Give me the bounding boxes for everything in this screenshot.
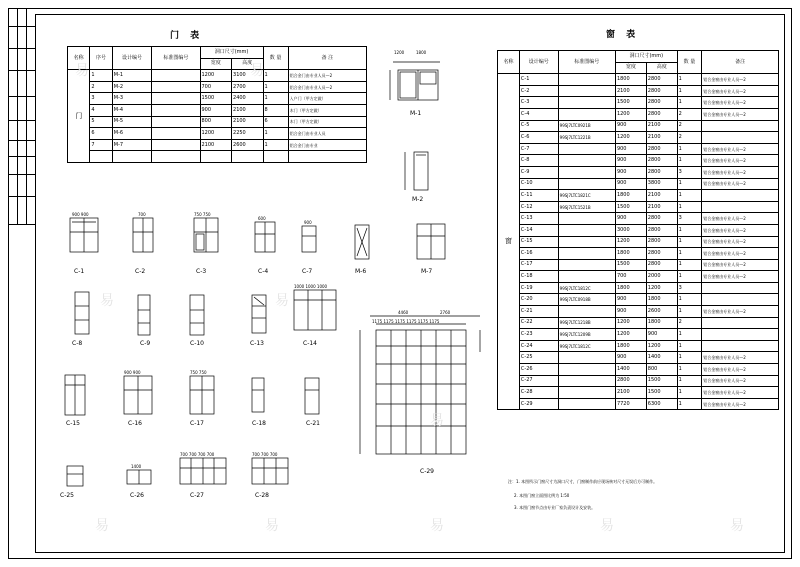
dim-text: 600 bbox=[258, 216, 266, 221]
elevation-label: C-8 bbox=[72, 340, 83, 347]
col-height: 高度 bbox=[646, 62, 677, 74]
window-c8-elevation bbox=[75, 292, 89, 334]
window-cell-code: C-28 bbox=[519, 387, 558, 399]
window-cell-remark: 铝合金窗由专业人员—2 bbox=[702, 97, 779, 109]
window-cell-code: C-27 bbox=[519, 375, 558, 387]
window-cell-remark: 铝合金窗由专业人员—2 bbox=[702, 306, 779, 318]
watermark: 易 bbox=[250, 63, 264, 79]
window-cell-h: 6300 bbox=[646, 398, 677, 410]
elevation-label: C-18 bbox=[252, 420, 266, 427]
window-c3-elevation bbox=[194, 218, 218, 252]
window-cell-w: 1800 bbox=[615, 340, 646, 352]
window-cell-h: 1200 bbox=[646, 282, 677, 294]
window-cell-w: 2100 bbox=[615, 387, 646, 399]
window-cell-std: 99SJ7LTC1218B bbox=[558, 317, 615, 329]
window-cell-h: 2000 bbox=[646, 271, 677, 283]
col-width: 宽度 bbox=[200, 58, 232, 70]
window-cell-h: 2600 bbox=[646, 306, 677, 318]
window-cell-qty: 2 bbox=[677, 317, 702, 329]
window-category: 窗 bbox=[498, 74, 520, 410]
door-cell-w: 2100 bbox=[200, 139, 232, 151]
col-qty: 数 量 bbox=[263, 47, 288, 70]
window-table-title: 窗 表 bbox=[606, 30, 640, 40]
window-cell-qty: 1 bbox=[677, 85, 702, 97]
window-cell-qty: 1 bbox=[677, 294, 702, 306]
note-2: 2. 本图门窗立面图比例为 1:50 bbox=[514, 493, 570, 498]
note-1: 注：1. 本图所示门窗尺寸为洞口尺寸，门窗制作前应现场核对尺寸无误后方可制作。 bbox=[508, 479, 658, 484]
elevation-label: C-14 bbox=[303, 340, 317, 347]
watermark: 易 bbox=[275, 293, 289, 309]
dim-text: 4460 bbox=[398, 310, 409, 315]
dim-text: 700 700 700 700 bbox=[180, 452, 215, 457]
window-cell-qty: 1 bbox=[677, 155, 702, 167]
door-cell-w: 1500 bbox=[200, 93, 232, 105]
window-c28-elevation bbox=[252, 458, 288, 484]
door-cell-w: 700 bbox=[200, 81, 232, 93]
window-cell-h: 2100 bbox=[646, 190, 677, 202]
window-cell-code: C-24 bbox=[519, 340, 558, 352]
window-c21-elevation bbox=[305, 378, 319, 414]
elevation-label: C-17 bbox=[190, 420, 204, 427]
window-cell-h: 800 bbox=[646, 364, 677, 376]
window-m7-elevation bbox=[417, 224, 445, 259]
door-cell-h: 2400 bbox=[232, 93, 264, 105]
window-cell-qty: 1 bbox=[677, 364, 702, 376]
door-cell-remark: 铝合金门由专业人员 bbox=[288, 128, 366, 140]
col-width: 宽度 bbox=[615, 62, 646, 74]
col-size: 洞口尺寸(mm) bbox=[200, 47, 263, 59]
window-cell-remark: 铝合金窗由专业人员—2 bbox=[702, 387, 779, 399]
window-cell-code: C-15 bbox=[519, 236, 558, 248]
door-cell-seq: 7 bbox=[90, 139, 112, 151]
door-cell-remark: 入户门（甲方定做） bbox=[288, 93, 366, 105]
window-cell-w: 1800 bbox=[615, 248, 646, 260]
elevation-label: C-21 bbox=[306, 420, 320, 427]
window-cell-remark: 铝合金窗由专业人员—2 bbox=[702, 166, 779, 178]
window-cell-h: 1400 bbox=[646, 352, 677, 364]
window-cell-code: C-18 bbox=[519, 271, 558, 283]
window-cell-code: C-7 bbox=[519, 143, 558, 155]
dim-text: 750 750 bbox=[194, 212, 211, 217]
dim-text: 900 bbox=[304, 220, 312, 225]
window-cell-remark: 铝合金窗由专业人员—2 bbox=[702, 74, 779, 86]
window-cell-remark: 铝合金窗由专业人员—2 bbox=[702, 143, 779, 155]
window-cell-w: 1200 bbox=[615, 329, 646, 341]
door-cell-w: 800 bbox=[200, 116, 232, 128]
window-cell-qty: 1 bbox=[677, 97, 702, 109]
window-cell-code: C-12 bbox=[519, 201, 558, 213]
door-m1-elevation bbox=[390, 62, 440, 100]
window-c26-elevation bbox=[127, 470, 151, 484]
window-cell-std: 99SJ7LTC1821C bbox=[558, 190, 615, 202]
window-cell-remark: 铝合金窗由专业人员—2 bbox=[702, 85, 779, 97]
col-category: 名称 bbox=[498, 51, 520, 74]
window-cell-qty: 1 bbox=[677, 178, 702, 190]
window-cell-h: 2800 bbox=[646, 213, 677, 225]
window-c15-elevation bbox=[65, 375, 85, 415]
window-cell-std: 99SJ7LTC1812C bbox=[558, 282, 615, 294]
watermark: 易 bbox=[75, 63, 89, 79]
window-cell-remark: 铝合金窗由专业人员—2 bbox=[702, 248, 779, 260]
window-cell-qty: 1 bbox=[677, 306, 702, 318]
window-cell-w: 1800 bbox=[615, 190, 646, 202]
watermark: 易 bbox=[600, 518, 614, 534]
elevation-label: C-10 bbox=[190, 340, 204, 347]
window-cell-std: 99SJ7LTC1521B bbox=[558, 201, 615, 213]
window-c9-elevation bbox=[138, 295, 150, 335]
door-cell-code: M-1 bbox=[112, 70, 152, 82]
window-cell-h: 2800 bbox=[646, 259, 677, 271]
window-cell-w: 7720 bbox=[615, 398, 646, 410]
window-cell-w: 1400 bbox=[615, 364, 646, 376]
window-cell-qty: 1 bbox=[677, 236, 702, 248]
window-cell-code: C-1 bbox=[519, 74, 558, 86]
window-cell-code: C-29 bbox=[519, 398, 558, 410]
watermark: 易 bbox=[95, 518, 109, 534]
window-cell-code: C-17 bbox=[519, 259, 558, 271]
door-cell-code: M-7 bbox=[112, 139, 152, 151]
window-cell-remark: 铝合金窗由专业人员—2 bbox=[702, 155, 779, 167]
dim-text: 1800 bbox=[416, 50, 427, 55]
door-cell-remark: 铝合金门由专业 bbox=[288, 139, 366, 151]
window-cell-std: 99SJ7LTC0921B bbox=[558, 120, 615, 132]
window-cell-qty: 1 bbox=[677, 201, 702, 213]
window-cell-w: 1200 bbox=[615, 317, 646, 329]
dim-text: 900 900 bbox=[124, 370, 141, 375]
door-cell-remark: 铝合金门由专业人员—2 bbox=[288, 70, 366, 82]
door-cell-code: M-2 bbox=[112, 81, 152, 93]
window-cell-h: 2800 bbox=[646, 85, 677, 97]
door-cell-seq: 3 bbox=[90, 93, 112, 105]
window-cell-std: 99SJ7LTC1812C bbox=[558, 340, 615, 352]
elevation-label: C-2 bbox=[135, 268, 146, 275]
window-cell-w: 900 bbox=[615, 213, 646, 225]
watermark: 易 bbox=[265, 518, 279, 534]
window-cell-w: 700 bbox=[615, 271, 646, 283]
dim-text: 2760 bbox=[440, 310, 451, 315]
door-cell-qty: 8 bbox=[263, 104, 288, 116]
door-cell-h: 2100 bbox=[232, 116, 264, 128]
col-category: 名称 bbox=[68, 47, 90, 70]
window-cell-qty: 1 bbox=[677, 329, 702, 341]
window-c27-elevation bbox=[180, 458, 226, 484]
door-cell-qty: 1 bbox=[263, 139, 288, 151]
window-cell-qty: 1 bbox=[677, 375, 702, 387]
col-std-no: 标准图编号 bbox=[558, 51, 615, 74]
window-c18-elevation bbox=[252, 378, 264, 412]
door-cell-h: 3100 bbox=[232, 70, 264, 82]
col-std-no: 标准图编号 bbox=[152, 47, 200, 70]
window-c1-elevation bbox=[70, 218, 98, 252]
door-cell-h: 2250 bbox=[232, 128, 264, 140]
window-cell-w: 900 bbox=[615, 178, 646, 190]
door-cell-qty: 1 bbox=[263, 70, 288, 82]
window-cell-qty: 1 bbox=[677, 398, 702, 410]
window-cell-w: 2800 bbox=[615, 375, 646, 387]
door-table-title: 门 表 bbox=[170, 31, 204, 41]
window-cell-remark: 铝合金窗由专业人员—2 bbox=[702, 236, 779, 248]
window-cell-h: 2800 bbox=[646, 143, 677, 155]
window-cell-h: 2100 bbox=[646, 120, 677, 132]
window-cell-w: 900 bbox=[615, 155, 646, 167]
window-cell-h: 1800 bbox=[646, 294, 677, 306]
window-cell-w: 1800 bbox=[615, 74, 646, 86]
window-cell-code: C-6 bbox=[519, 132, 558, 144]
window-cell-w: 900 bbox=[615, 143, 646, 155]
elevation-label: C-1 bbox=[74, 268, 85, 275]
elevation-label: C-9 bbox=[140, 340, 151, 347]
watermark: 易 bbox=[100, 293, 114, 309]
door-cell-seq: 4 bbox=[90, 104, 112, 116]
window-cell-code: C-8 bbox=[519, 155, 558, 167]
window-c16-elevation bbox=[124, 376, 152, 414]
watermark: 易 bbox=[430, 413, 444, 429]
door-cell-h: 2700 bbox=[232, 81, 264, 93]
dim-text: 1000 1000 1000 bbox=[294, 284, 328, 289]
door-cell-seq: 1 bbox=[90, 70, 112, 82]
window-cell-code: C-25 bbox=[519, 352, 558, 364]
col-design-no: 设计编号 bbox=[519, 51, 558, 74]
window-cell-std: 99SJ7LTC1209B bbox=[558, 329, 615, 341]
elevation-label: C-26 bbox=[130, 492, 144, 499]
window-cell-w: 1200 bbox=[615, 132, 646, 144]
dim-text: 1400 bbox=[131, 464, 142, 469]
window-cell-qty: 3 bbox=[677, 282, 702, 294]
col-seq: 序号 bbox=[90, 47, 112, 70]
window-c14-elevation bbox=[294, 290, 336, 330]
window-m6-elevation bbox=[355, 225, 369, 259]
elevation-label: M-1 bbox=[410, 110, 422, 117]
door-cell-h: 2600 bbox=[232, 139, 264, 151]
window-c29-elevation bbox=[360, 316, 480, 454]
window-cell-w: 2100 bbox=[615, 85, 646, 97]
elevation-label: M-6 bbox=[355, 268, 367, 275]
door-cell-w: 900 bbox=[200, 104, 232, 116]
watermark: 易 bbox=[430, 518, 444, 534]
window-c10-elevation bbox=[190, 295, 204, 335]
window-cell-code: C-2 bbox=[519, 85, 558, 97]
dim-text: 900 900 bbox=[72, 212, 89, 217]
elevation-label: C-15 bbox=[66, 420, 80, 427]
watermark: 易 bbox=[730, 518, 744, 534]
window-cell-w: 1200 bbox=[615, 108, 646, 120]
window-cell-code: C-11 bbox=[519, 190, 558, 202]
dim-text: 1175 1175 1175 1175 1175 1175 bbox=[372, 319, 440, 324]
window-cell-h: 3800 bbox=[646, 178, 677, 190]
col-remark: 备 注 bbox=[288, 47, 366, 70]
elevation-label: C-29 bbox=[420, 468, 434, 475]
door-cell-code: M-3 bbox=[112, 93, 152, 105]
door-cell-remark: 木门（甲方定做） bbox=[288, 104, 366, 116]
window-cell-qty: 2 bbox=[677, 108, 702, 120]
elevation-label: C-3 bbox=[196, 268, 207, 275]
window-cell-remark: 铝合金窗由专业人员—2 bbox=[702, 398, 779, 410]
window-cell-qty: 1 bbox=[677, 340, 702, 352]
window-cell-code: C-19 bbox=[519, 282, 558, 294]
window-cell-remark: 铝合金窗由专业人员—2 bbox=[702, 259, 779, 271]
window-cell-h: 2800 bbox=[646, 97, 677, 109]
window-cell-code: C-3 bbox=[519, 97, 558, 109]
elevation-label: C-13 bbox=[250, 340, 264, 347]
window-cell-h: 1500 bbox=[646, 375, 677, 387]
window-cell-w: 900 bbox=[615, 120, 646, 132]
window-cell-code: C-5 bbox=[519, 120, 558, 132]
window-cell-code: C-26 bbox=[519, 364, 558, 376]
window-c13-elevation bbox=[252, 295, 266, 333]
window-cell-w: 3000 bbox=[615, 224, 646, 236]
window-cell-h: 2800 bbox=[646, 155, 677, 167]
window-cell-w: 1500 bbox=[615, 97, 646, 109]
window-c7-elevation bbox=[302, 226, 316, 252]
window-cell-w: 900 bbox=[615, 294, 646, 306]
door-cell-qty: 1 bbox=[263, 128, 288, 140]
window-cell-remark: 铝合金窗由专业人员—2 bbox=[702, 178, 779, 190]
window-cell-code: C-10 bbox=[519, 178, 558, 190]
window-cell-h: 1200 bbox=[646, 340, 677, 352]
window-cell-remark: 铝合金窗由专业人员—2 bbox=[702, 224, 779, 236]
window-cell-qty: 1 bbox=[677, 74, 702, 86]
window-cell-qty: 1 bbox=[677, 387, 702, 399]
window-cell-w: 1500 bbox=[615, 201, 646, 213]
window-cell-remark: 铝合金窗由专业人员—2 bbox=[702, 364, 779, 376]
window-cell-qty: 2 bbox=[677, 132, 702, 144]
window-cell-code: C-21 bbox=[519, 306, 558, 318]
window-cell-code: C-23 bbox=[519, 329, 558, 341]
window-cell-w: 900 bbox=[615, 352, 646, 364]
window-cell-h: 1800 bbox=[646, 317, 677, 329]
door-cell-remark: 铝合金门由专业人员—2 bbox=[288, 81, 366, 93]
window-cell-h: 2100 bbox=[646, 201, 677, 213]
window-cell-code: C-13 bbox=[519, 213, 558, 225]
window-cell-w: 1800 bbox=[615, 282, 646, 294]
dim-text: 1200 bbox=[394, 50, 405, 55]
window-cell-code: C-9 bbox=[519, 166, 558, 178]
elevation-label: C-25 bbox=[60, 492, 74, 499]
window-cell-qty: 1 bbox=[677, 224, 702, 236]
col-design-no: 设计编号 bbox=[112, 47, 152, 70]
elevation-label: C-7 bbox=[302, 268, 313, 275]
door-cell-w: 1200 bbox=[200, 128, 232, 140]
window-cell-h: 2800 bbox=[646, 74, 677, 86]
door-m2-elevation bbox=[405, 152, 428, 190]
door-cell-code: M-6 bbox=[112, 128, 152, 140]
window-cell-h: 2800 bbox=[646, 224, 677, 236]
door-cell-qty: 1 bbox=[263, 81, 288, 93]
door-cell-seq: 2 bbox=[90, 81, 112, 93]
window-cell-remark: 铝合金窗由专业人员—2 bbox=[702, 213, 779, 225]
elevation-label: M-2 bbox=[412, 196, 424, 203]
window-cell-remark: 铝合金窗由专业人员—2 bbox=[702, 271, 779, 283]
door-cell-qty: 1 bbox=[263, 93, 288, 105]
window-cell-code: C-20 bbox=[519, 294, 558, 306]
door-cell-code: M-5 bbox=[112, 116, 152, 128]
col-height: 高度 bbox=[232, 58, 264, 70]
window-cell-remark: 铝合金窗由专业人员—2 bbox=[702, 108, 779, 120]
window-cell-remark: 铝合金窗由专业人员—2 bbox=[702, 352, 779, 364]
note-3: 3. 本图门窗节点由专业厂家负责设计及安装。 bbox=[514, 505, 596, 510]
window-cell-h: 2800 bbox=[646, 108, 677, 120]
window-cell-qty: 1 bbox=[677, 248, 702, 260]
window-cell-qty: 1 bbox=[677, 259, 702, 271]
col-remark: 备注 bbox=[702, 51, 779, 74]
elevation-label: C-27 bbox=[190, 492, 204, 499]
window-cell-code: C-4 bbox=[519, 108, 558, 120]
window-cell-qty: 1 bbox=[677, 271, 702, 283]
window-cell-h: 1500 bbox=[646, 387, 677, 399]
window-cell-code: C-14 bbox=[519, 224, 558, 236]
window-cell-qty: 1 bbox=[677, 143, 702, 155]
door-cell-seq: 6 bbox=[90, 128, 112, 140]
col-size: 洞口尺寸(mm) bbox=[615, 51, 677, 63]
door-cell-qty: 6 bbox=[263, 116, 288, 128]
window-cell-qty: 3 bbox=[677, 166, 702, 178]
window-cell-h: 2800 bbox=[646, 236, 677, 248]
door-cell-seq: 5 bbox=[90, 116, 112, 128]
dim-text: 700 bbox=[138, 212, 146, 217]
window-cell-h: 2100 bbox=[646, 132, 677, 144]
door-cell-remark: 木门（甲方定做） bbox=[288, 116, 366, 128]
window-cell-qty: 2 bbox=[677, 120, 702, 132]
window-cell-code: C-22 bbox=[519, 317, 558, 329]
window-cell-qty: 3 bbox=[677, 213, 702, 225]
elevation-label: M-7 bbox=[421, 268, 433, 275]
window-cell-remark: 铝合金窗由专业人员—2 bbox=[702, 375, 779, 387]
col-qty: 数 量 bbox=[677, 51, 702, 74]
dim-text: 750 750 bbox=[190, 370, 207, 375]
window-cell-qty: 1 bbox=[677, 352, 702, 364]
door-category: 门 bbox=[68, 70, 90, 163]
window-c4-elevation bbox=[255, 222, 275, 252]
window-cell-std: 99SJ7LTC1221B bbox=[558, 132, 615, 144]
window-cell-w: 1500 bbox=[615, 259, 646, 271]
window-cell-h: 2800 bbox=[646, 248, 677, 260]
window-cell-h: 900 bbox=[646, 329, 677, 341]
window-cell-w: 1200 bbox=[615, 236, 646, 248]
window-cell-qty: 1 bbox=[677, 190, 702, 202]
window-cell-w: 900 bbox=[615, 166, 646, 178]
window-cell-code: C-16 bbox=[519, 248, 558, 260]
elevation-label: C-4 bbox=[258, 268, 269, 275]
door-cell-h: 2100 bbox=[232, 104, 264, 116]
dim-text: 700 700 700 bbox=[252, 452, 278, 457]
window-c2-elevation bbox=[133, 218, 153, 252]
window-cell-h: 2800 bbox=[646, 166, 677, 178]
window-c17-elevation bbox=[190, 376, 214, 414]
window-cell-w: 900 bbox=[615, 306, 646, 318]
door-cell-w: 1200 bbox=[200, 70, 232, 82]
door-cell-code: M-4 bbox=[112, 104, 152, 116]
elevation-label: C-28 bbox=[255, 492, 269, 499]
window-c25-elevation bbox=[67, 466, 83, 486]
window-cell-std: 99SJ7LTC0918B bbox=[558, 294, 615, 306]
elevation-label: C-16 bbox=[128, 420, 142, 427]
